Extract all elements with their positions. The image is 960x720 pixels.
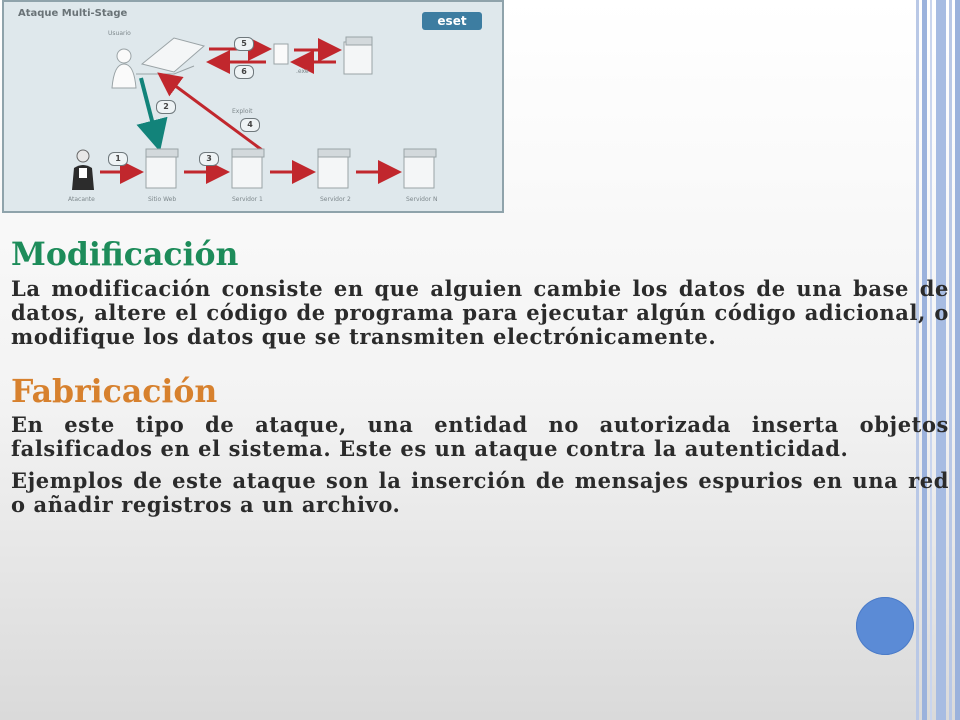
label-servidor-2: Servidor 2	[320, 196, 351, 203]
decorative-circle	[856, 597, 914, 655]
label-exe: .exe	[296, 68, 309, 75]
label-sitio-web: Sitio Web	[148, 196, 177, 203]
diagram-title: Ataque Multi-Stage	[18, 8, 128, 19]
heading-modificacion: Modificación	[11, 236, 239, 273]
exe-file-icon	[274, 44, 288, 64]
step-2-badge: 2	[156, 100, 176, 114]
user-icon	[112, 49, 136, 88]
slide-text	[11, 236, 949, 517]
web-site-server-icon	[146, 149, 178, 188]
eset-logo: eset	[422, 12, 482, 30]
label-exploit: Exploit	[232, 108, 253, 115]
label-servidor-n: Servidor N	[406, 196, 438, 203]
step-1-badge: 1	[108, 152, 128, 166]
multi-stage-attack-diagram	[2, 0, 504, 213]
heading-fabricacion: Fabricación	[11, 373, 218, 410]
server-2-icon	[318, 149, 350, 188]
step-4-badge: 4	[240, 118, 260, 132]
server-1-icon	[232, 149, 264, 188]
label-servidor-1: Servidor 1	[232, 196, 263, 203]
laptop-icon	[136, 38, 204, 74]
server-top-icon	[344, 37, 372, 74]
paragraph-modificacion: La modificación consiste en que alguien cambie los datos de una base de datos, altere el código de programa para ejecutar algún código adicional, o modifique los datos que se transmiten electrónicamente.	[11, 276, 949, 349]
step-3-badge: 3	[199, 152, 219, 166]
diagram-graphics	[4, 2, 506, 215]
label-atacante: Atacante	[68, 196, 95, 203]
step-5-badge: 5	[234, 37, 254, 51]
attacker-icon	[72, 150, 94, 190]
step-6-badge: 6	[234, 65, 254, 79]
paragraph-fabricacion-1: En este tipo de ataque, una entidad no autorizada inserta objetos falsificados en el sistema. Este es un ataque contra la autenticidad.	[11, 412, 949, 461]
paragraph-fabricacion-2: Ejemplos de este ataque son la inserción de mensajes espurios en una red o añadir registros a un archivo.	[11, 468, 949, 517]
label-usuario: Usuario	[108, 30, 131, 37]
server-n-icon	[404, 149, 436, 188]
